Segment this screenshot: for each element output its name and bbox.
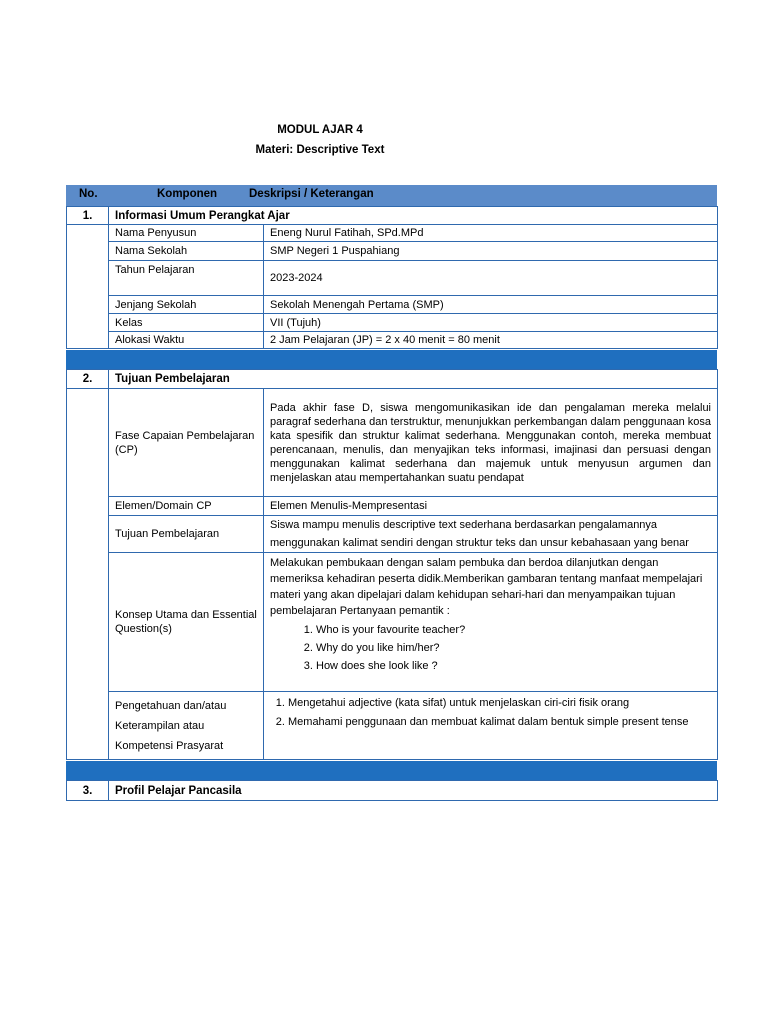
elemen-value: Elemen Menulis-Mempresentasi (264, 497, 718, 516)
row-value: VII (Tujuh) (264, 314, 718, 332)
module-title: MODUL AJAR 4 (277, 124, 363, 136)
header-deskripsi: Deskripsi / Keterangan (249, 188, 374, 200)
section-3-number: 3. (67, 781, 109, 801)
konsep-intro: Melakukan pembukaan dengan salam pembuka dan berdoa dilanjutkan dengan memeriksa kehadiran peserta didik.Memberikan gambaran tentang manfaat mempelajari materi yang akan dipelajari dalam kehidupan sehari-hari dan menyampaikan tujuan pembelajaran Pertanyaan pemantik : (270, 557, 703, 617)
konsep-label: Konsep Utama dan Essential Question(s) (109, 553, 264, 692)
section-1-number: 1. (67, 207, 109, 225)
elemen-label: Elemen/Domain CP (109, 497, 264, 516)
prasyarat-label: Pengetahuan dan/atau Keterampilan atau Kompetensi Prasyarat (109, 692, 264, 760)
row-label: Nama Penyusun (109, 225, 264, 242)
section-1-table (66, 206, 718, 349)
cp-label: Fase Capaian Pembelajaran (CP) (109, 389, 264, 497)
list-item: 1. Mengetahui adjective (kata sifat) untuk menjelaskan ciri-ciri fisik orang (288, 694, 711, 713)
list-item: 1. Who is your favourite teacher? (316, 621, 711, 639)
header-komponen: Komponen (157, 188, 218, 200)
row-value: 2023-2024 (264, 261, 718, 296)
prasyarat-list (270, 694, 711, 732)
section-divider (66, 761, 717, 780)
table-header (66, 185, 717, 206)
row-value: SMP Negeri 1 Puspahiang (264, 242, 718, 261)
prasyarat-cell (264, 692, 718, 760)
question-list (270, 621, 711, 675)
row-label: Tahun Pelajaran (109, 261, 264, 296)
section-2-number: 2. (67, 370, 109, 389)
cp-text: Pada akhir fase D, siswa mengomunikasikan ide dan pengalaman mereka melalui paragraf sederhana dan terstruktur, menunjukkan perkembangan dalam penggunaan kosa kata spesifik dan struktur kalimat sederhana. Menggunakan contoh, mereka membuat perencanaan, menulis, dan menyajikan teks informasi, imajinasi dan persuasi dengan menggunakan kalimat sederhana dan majemuk untuk menyusun argumen dan menjelaskan atau mempertahankan suatu pendapat (264, 389, 718, 497)
module-subtitle: Materi: Descriptive Text (255, 144, 385, 156)
row-label: Alokasi Waktu (109, 332, 264, 349)
tujuan-label: Tujuan Pembelajaran (109, 516, 264, 553)
section-2-title: Tujuan Pembelajaran (109, 370, 718, 389)
row-value: Sekolah Menengah Pertama (SMP) (264, 296, 718, 314)
section-3-title: Profil Pelajar Pancasila (109, 781, 718, 801)
section-2-table (66, 369, 718, 760)
section-divider (66, 350, 717, 369)
row-value: Eneng Nurul Fatihah, SPd.MPd (264, 225, 718, 242)
list-item: 2. Memahami penggunaan dan membuat kalimat dalam bentuk simple present tense (288, 713, 711, 732)
section-1-title: Informasi Umum Perangkat Ajar (109, 207, 718, 225)
row-label: Nama Sekolah (109, 242, 264, 261)
tujuan-value: Siswa mampu menulis descriptive text sederhana berdasarkan pengalamannya menggunakan kalimat sendiri dengan struktur teks dan unsur kebahasaan yang benar (264, 516, 718, 553)
row-value: 2 Jam Pelajaran (JP) = 2 x 40 menit = 80 menit (264, 332, 718, 349)
list-item: 3. How does she look like ? (316, 657, 711, 675)
header-no: No. (79, 188, 98, 200)
konsep-cell (264, 553, 718, 692)
section-3-table (66, 780, 718, 801)
list-item: 2. Why do you like him/her? (316, 639, 711, 657)
row-label: Jenjang Sekolah (109, 296, 264, 314)
row-label: Kelas (109, 314, 264, 332)
